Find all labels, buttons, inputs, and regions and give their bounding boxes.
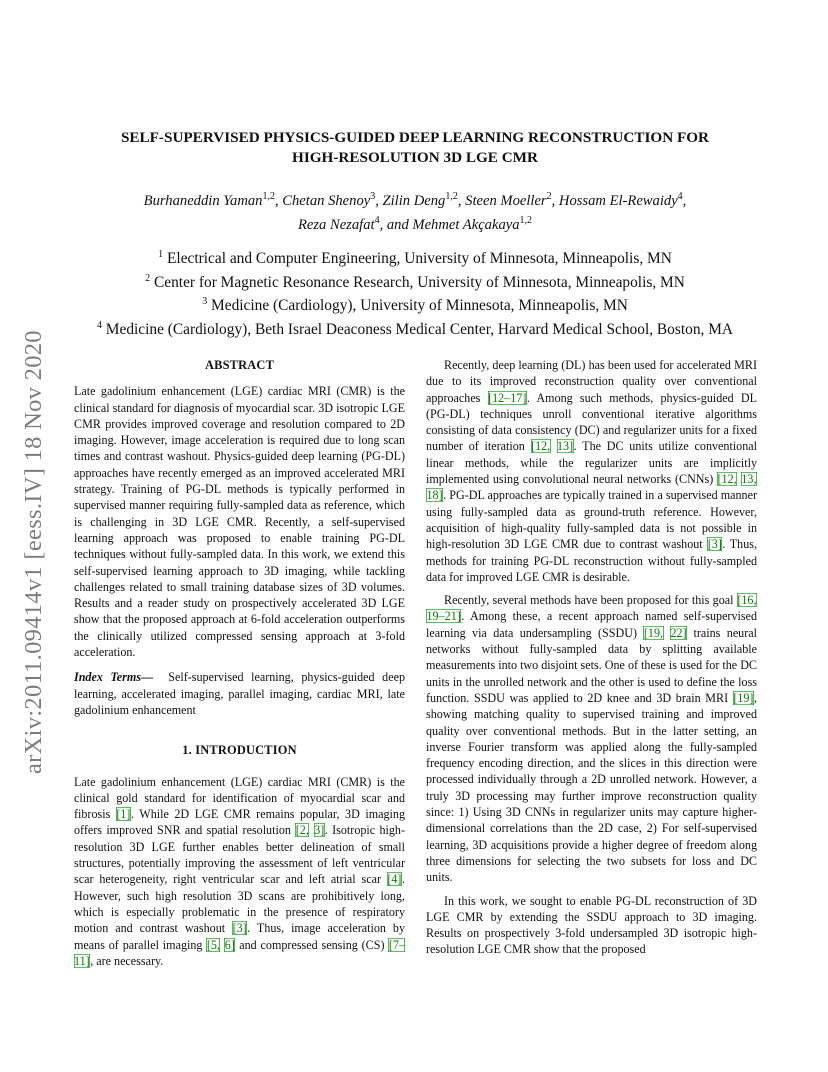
citation-link[interactable]: [19,: [643, 625, 664, 640]
citation-link[interactable]: 22]: [670, 625, 687, 640]
citation-link[interactable]: 6]: [224, 937, 235, 952]
intro-paragraph-3: Recently, several methods have been proposed for this goal [16, 19–21]. Among these, a recent approach named self-supervised learning via data undersampling (SSDU) [19, 22] trains neural networks without fully-sampled data by splitting available measurements into two disjoint sets. One of these is used for the DC units in the unrolled network and the other is used to define the loss function. SSDU was applied to 2D knee and 3D brain MRI [19], showing matching quality to supervised training and improved quality over conventional methods. But in the latter setting, an inverse Fourier transform was applied along the fully-sampled frequency encoding direction, and the slices in this direction were processed individually through a 2D unrolled network. However, a truly 3D processing may further improve reconstruction quality since: 1) Using 3D CNNs in regularizer units may capture higher-dimensional correlations than the 2D case, 2) For self-supervised learning, 3D acquisitions provide a higher degree of freedom along three dimensions for selecting the two subsets for loss and DC units.: [426, 593, 757, 885]
affiliation: [60, 245, 770, 269]
author-name: Steen Moeller$^2$: [465, 191, 552, 209]
author-affiliation-marker: 1,2: [262, 191, 275, 202]
citation-link[interactable]: 3]: [314, 823, 325, 838]
citation-link[interactable]: 13,: [741, 472, 757, 487]
intro-paragraph-2: Recently, deep learning (DL) has been used for accelerated MRI due to its improved reconstruction quality over conventional approaches [12–17]. Among such methods, physics-guided DL (PG-DL) techniques unroll conventional iterative algorithms consisting of data consistency (DC) and regularizer units for a fixed number of iteration [12, 13]. The DC units utilize conventional linear methods, while the regularizer units are implicitly implemented using convolutional neural networks (CNNs) [12, 13, 18]. PG-DL approaches are typically trained in a supervised manner using fully-sampled data as ground-truth reference. However, acquisition of high-quality fully-sampled data is not possible in high-resolution 3D LGE CMR due to contrast washout [3]. Thus, methods for training PG-DL reconstruction without fully-sampled data for improved LGE CMR is desirable.: [426, 358, 758, 584]
title-line-2: HIGH-RESOLUTION 3D LGE CMR: [292, 149, 538, 166]
citation-link[interactable]: 19–21]: [426, 609, 461, 624]
affiliation-list: [60, 245, 770, 340]
author-affiliation-marker: 4: [677, 191, 683, 202]
author-affiliation-marker: 1,2: [445, 191, 458, 202]
right-column: [426, 357, 757, 958]
arxiv-identifier: arXiv:2011.09414v1 [eess.IV] 18 Nov 2020: [20, 330, 47, 774]
author-name: Hossam El-Rewaidy$^4$: [558, 191, 683, 209]
title-line-1: SELF-SUPERVISED PHYSICS-GUIDED DEEP LEARNING RECONSTRUCTION FOR: [120, 129, 710, 146]
citation-link[interactable]: [7–11]: [74, 937, 405, 968]
intro-paragraph-1: Late gadolinium enhancement (LGE) cardiac MRI (CMR) is the clinical gold standard for identification of myocardial scar and fibrosis [1]. While 2D LGE CMR remains popular, 3D imaging offers improved SNR and spatial resolution [2, 3]. Isotropic high-resolution 3D LGE further enables better delineation of small structures, potentially improving the assessment of left ventricular scar heterogeneity, right ventricular scar and left atrial scar [4]. However, such high resolution 3D scans are prohibitively long, which is especially problematic in the presence of respiratory motion and contrast washout [3]. Thus, image acceleration by means of parallel imaging [5, 6] and compressed sensing (CS) [7–11], are necessary.: [74, 774, 406, 968]
index-terms-label: Index Terms—: [74, 670, 154, 685]
affiliation-text: Center for Magnetic Resonance Research, University of Minnesota, Minneapolis, MN: [154, 273, 685, 291]
introduction-heading: 1. INTRODUCTION: [182, 743, 297, 758]
left-column: [74, 357, 405, 969]
citation-link[interactable]: 13]: [557, 439, 574, 454]
citation-link[interactable]: [1]: [116, 807, 131, 822]
author-affiliation-marker: 3: [370, 191, 376, 202]
citation-link[interactable]: [5,: [206, 937, 220, 952]
author-affiliation-marker: 2: [546, 191, 552, 202]
affiliation-marker: 3: [202, 296, 208, 308]
affiliation-text: Electrical and Computer Engineering, University of Minnesota, Minneapolis, MN: [167, 250, 672, 268]
author-name: Reza Nezafat$^4$: [297, 214, 380, 233]
affiliation-marker: 1: [158, 249, 164, 260]
abstract-text: Late gadolinium enhancement (LGE) cardiac MRI (CMR) is the clinical standard for diagnosis of myocardial scar. 3D isotropic LGE CMR provides improved coverage and resolution compared to 2D imaging. However, image acceleration is required due to long scan times and contrast washout. Physics-guided deep learning (PG-DL) approaches have recently emerged as an improved accelerated MRI strategy. Training of PG-DL methods is typically performed in supervised manner requiring fully-sampled data as reference, which is challenging in 3D LGE CMR. Recently, a self-supervised learning approach was proposed to enable training PG-DL techniques without fully-sampled data. In this work, we extend this self-supervised learning approach to 3D imaging, while tackling challenges related to small training database sizes of 3D volumes. Results and a reader study on prospectively accelerated 3D LGE show that the proposed approach at 6-fold acceleration outperforms the clinically utilized compressed sensing approach at 3-fold acceleration.: [74, 384, 405, 660]
citation-link[interactable]: [2,: [295, 823, 309, 838]
citation-link[interactable]: [19]: [733, 690, 754, 705]
intro-paragraph-4: In this work, we sought to enable PG-DL reconstruction of 3D LGE CMR by extending the SSDU approach to 3D imaging. Results on prospectively 3-fold undersampled 3D isotropic high-resolution LGE CMR show that the proposed: [426, 893, 757, 957]
citation-link[interactable]: 18]: [426, 488, 443, 503]
affiliation-text: Medicine (Cardiology), University of Minnesota, Minneapolis, MN: [211, 297, 628, 315]
citation-link[interactable]: [16,: [737, 593, 757, 608]
affiliation-text: Medicine (Cardiology), Beth Israel Deaconess Medical Center, Harvard Medical School, Boston, MA: [105, 321, 734, 338]
affiliation: [60, 269, 770, 293]
author-name: Mehmet Akçakaya$^{1,2}$: [412, 214, 533, 233]
affiliation: [60, 292, 770, 316]
citation-link[interactable]: [4]: [387, 872, 402, 887]
author-affiliation-marker: 1,2: [519, 214, 533, 226]
author-affiliation-marker: 4: [374, 214, 380, 226]
paper-title: [90, 128, 740, 168]
author-list: Burhaneddin Yaman$^{1,2}$, Chetan Shenoy$^3$, Zilin Deng$^{1,2}$, Steen Moeller$^2$, Hossam El-Rewaidy$^4$, Reza Nezafat$^4$, and Mehmet Akçakaya$^{1,2}$: [143, 191, 687, 233]
affiliation-marker: 2: [145, 272, 151, 284]
abstract-heading: ABSTRACT: [204, 358, 275, 372]
affiliation-marker: 4: [96, 319, 102, 331]
citation-link[interactable]: [12,: [717, 472, 737, 487]
author-name: Burhaneddin Yaman$^{1,2}$: [143, 191, 275, 209]
citation-link[interactable]: [12–17]: [488, 390, 527, 405]
index-terms: [74, 669, 405, 718]
arxiv-sidebar: [14, 280, 60, 774]
author-name: Zilin Deng$^{1,2}$: [382, 191, 458, 209]
citation-link[interactable]: [3]: [232, 921, 247, 936]
author-name: Chetan Shenoy$^3$: [282, 191, 376, 209]
index-terms-text: Self-supervised learning, physics-guided deep learning, accelerated imaging, parallel imaging, cardiac MRI, late gadolinium enhancement: [74, 670, 405, 717]
citation-link[interactable]: [3]: [707, 537, 722, 552]
citation-link[interactable]: [12,: [531, 439, 551, 454]
affiliation: [60, 316, 770, 340]
